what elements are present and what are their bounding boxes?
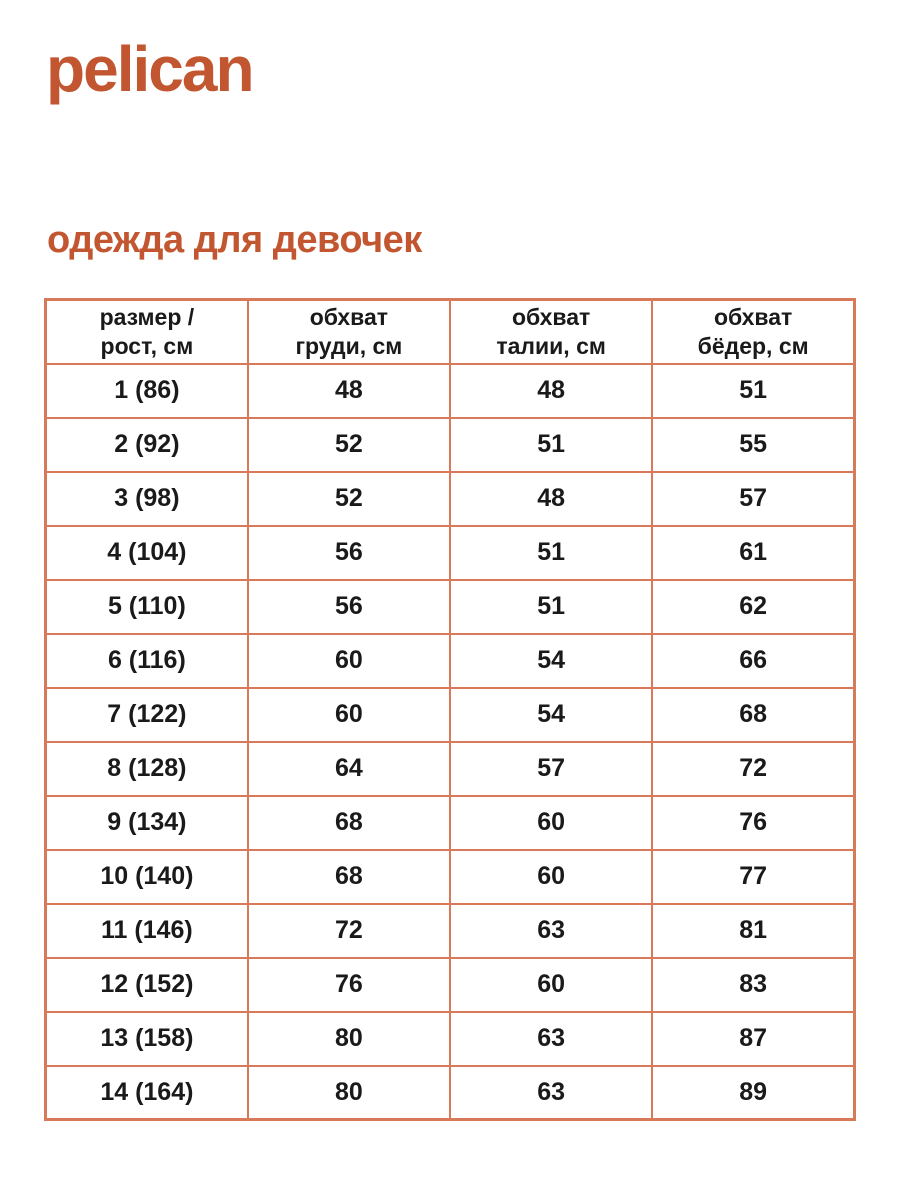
brand-logo: pelican (46, 33, 253, 105)
size-cell: 9 (134) (46, 796, 248, 850)
waist-cell: 51 (450, 418, 652, 472)
table-row (46, 526, 855, 580)
size-cell: 5 (110) (46, 580, 248, 634)
size-table-body (46, 364, 855, 1120)
chest-cell: 80 (248, 1012, 450, 1066)
waist-cell: 63 (450, 1012, 652, 1066)
size-cell: 8 (128) (46, 742, 248, 796)
table-row (46, 634, 855, 688)
table-row (46, 850, 855, 904)
waist-cell: 48 (450, 472, 652, 526)
chest-cell: 72 (248, 904, 450, 958)
size-cell: 11 (146) (46, 904, 248, 958)
hips-cell: 89 (652, 1066, 854, 1120)
size-chart-table (44, 298, 856, 1121)
table-row (46, 742, 855, 796)
header-line: обхват (713, 304, 793, 330)
hips-cell: 83 (652, 958, 854, 1012)
hips-cell: 66 (652, 634, 854, 688)
waist-cell: 60 (450, 958, 652, 1012)
waist-cell: 48 (450, 364, 652, 418)
table-row (46, 904, 855, 958)
chest-cell: 80 (248, 1066, 450, 1120)
size-cell: 4 (104) (46, 526, 248, 580)
header-line: обхват (309, 304, 389, 330)
size-cell: 10 (140) (46, 850, 248, 904)
table-header-row (46, 300, 855, 364)
column-header-chest (248, 300, 450, 364)
waist-cell: 60 (450, 850, 652, 904)
waist-cell: 57 (450, 742, 652, 796)
size-cell: 13 (158) (46, 1012, 248, 1066)
column-header-waist (450, 300, 652, 364)
table-row (46, 418, 855, 472)
hips-cell: 81 (652, 904, 854, 958)
chest-cell: 56 (248, 526, 450, 580)
chest-cell: 64 (248, 742, 450, 796)
size-cell: 1 (86) (46, 364, 248, 418)
hips-cell: 87 (652, 1012, 854, 1066)
hips-cell: 55 (652, 418, 854, 472)
hips-cell: 77 (652, 850, 854, 904)
waist-cell: 63 (450, 904, 652, 958)
table-row (46, 1012, 855, 1066)
size-cell: 14 (164) (46, 1066, 248, 1120)
table-row (46, 958, 855, 1012)
chest-cell: 52 (248, 472, 450, 526)
table-row (46, 472, 855, 526)
table-row (46, 364, 855, 418)
chest-cell: 56 (248, 580, 450, 634)
size-cell: 6 (116) (46, 634, 248, 688)
column-header-hips (652, 300, 854, 364)
size-chart-head (46, 300, 855, 364)
waist-cell: 51 (450, 580, 652, 634)
hips-cell: 51 (652, 364, 854, 418)
header-line: обхват (511, 304, 591, 330)
table-row (46, 580, 855, 634)
size-cell: 7 (122) (46, 688, 248, 742)
page-title: одежда для девочек (47, 219, 422, 261)
waist-cell: 54 (450, 688, 652, 742)
header-line: талии, см (496, 332, 606, 359)
size-cell: 2 (92) (46, 418, 248, 472)
chest-cell: 76 (248, 958, 450, 1012)
column-header-size (46, 300, 248, 364)
chest-cell: 52 (248, 418, 450, 472)
hips-cell: 61 (652, 526, 854, 580)
chest-cell: 48 (248, 364, 450, 418)
header-line: размер / (99, 304, 195, 330)
header-line: груди, см (295, 332, 403, 359)
hips-cell: 72 (652, 742, 854, 796)
hips-cell: 62 (652, 580, 854, 634)
waist-cell: 60 (450, 796, 652, 850)
waist-cell: 63 (450, 1066, 652, 1120)
table-row (46, 688, 855, 742)
table-row (46, 796, 855, 850)
hips-cell: 57 (652, 472, 854, 526)
chest-cell: 60 (248, 634, 450, 688)
header-line: бёдер, см (697, 332, 809, 359)
chest-cell: 68 (248, 796, 450, 850)
header-line: рост, см (100, 332, 194, 359)
chest-cell: 68 (248, 850, 450, 904)
table-row (46, 1066, 855, 1120)
size-cell: 3 (98) (46, 472, 248, 526)
size-cell: 12 (152) (46, 958, 248, 1012)
chest-cell: 60 (248, 688, 450, 742)
hips-cell: 68 (652, 688, 854, 742)
hips-cell: 76 (652, 796, 854, 850)
waist-cell: 54 (450, 634, 652, 688)
waist-cell: 51 (450, 526, 652, 580)
